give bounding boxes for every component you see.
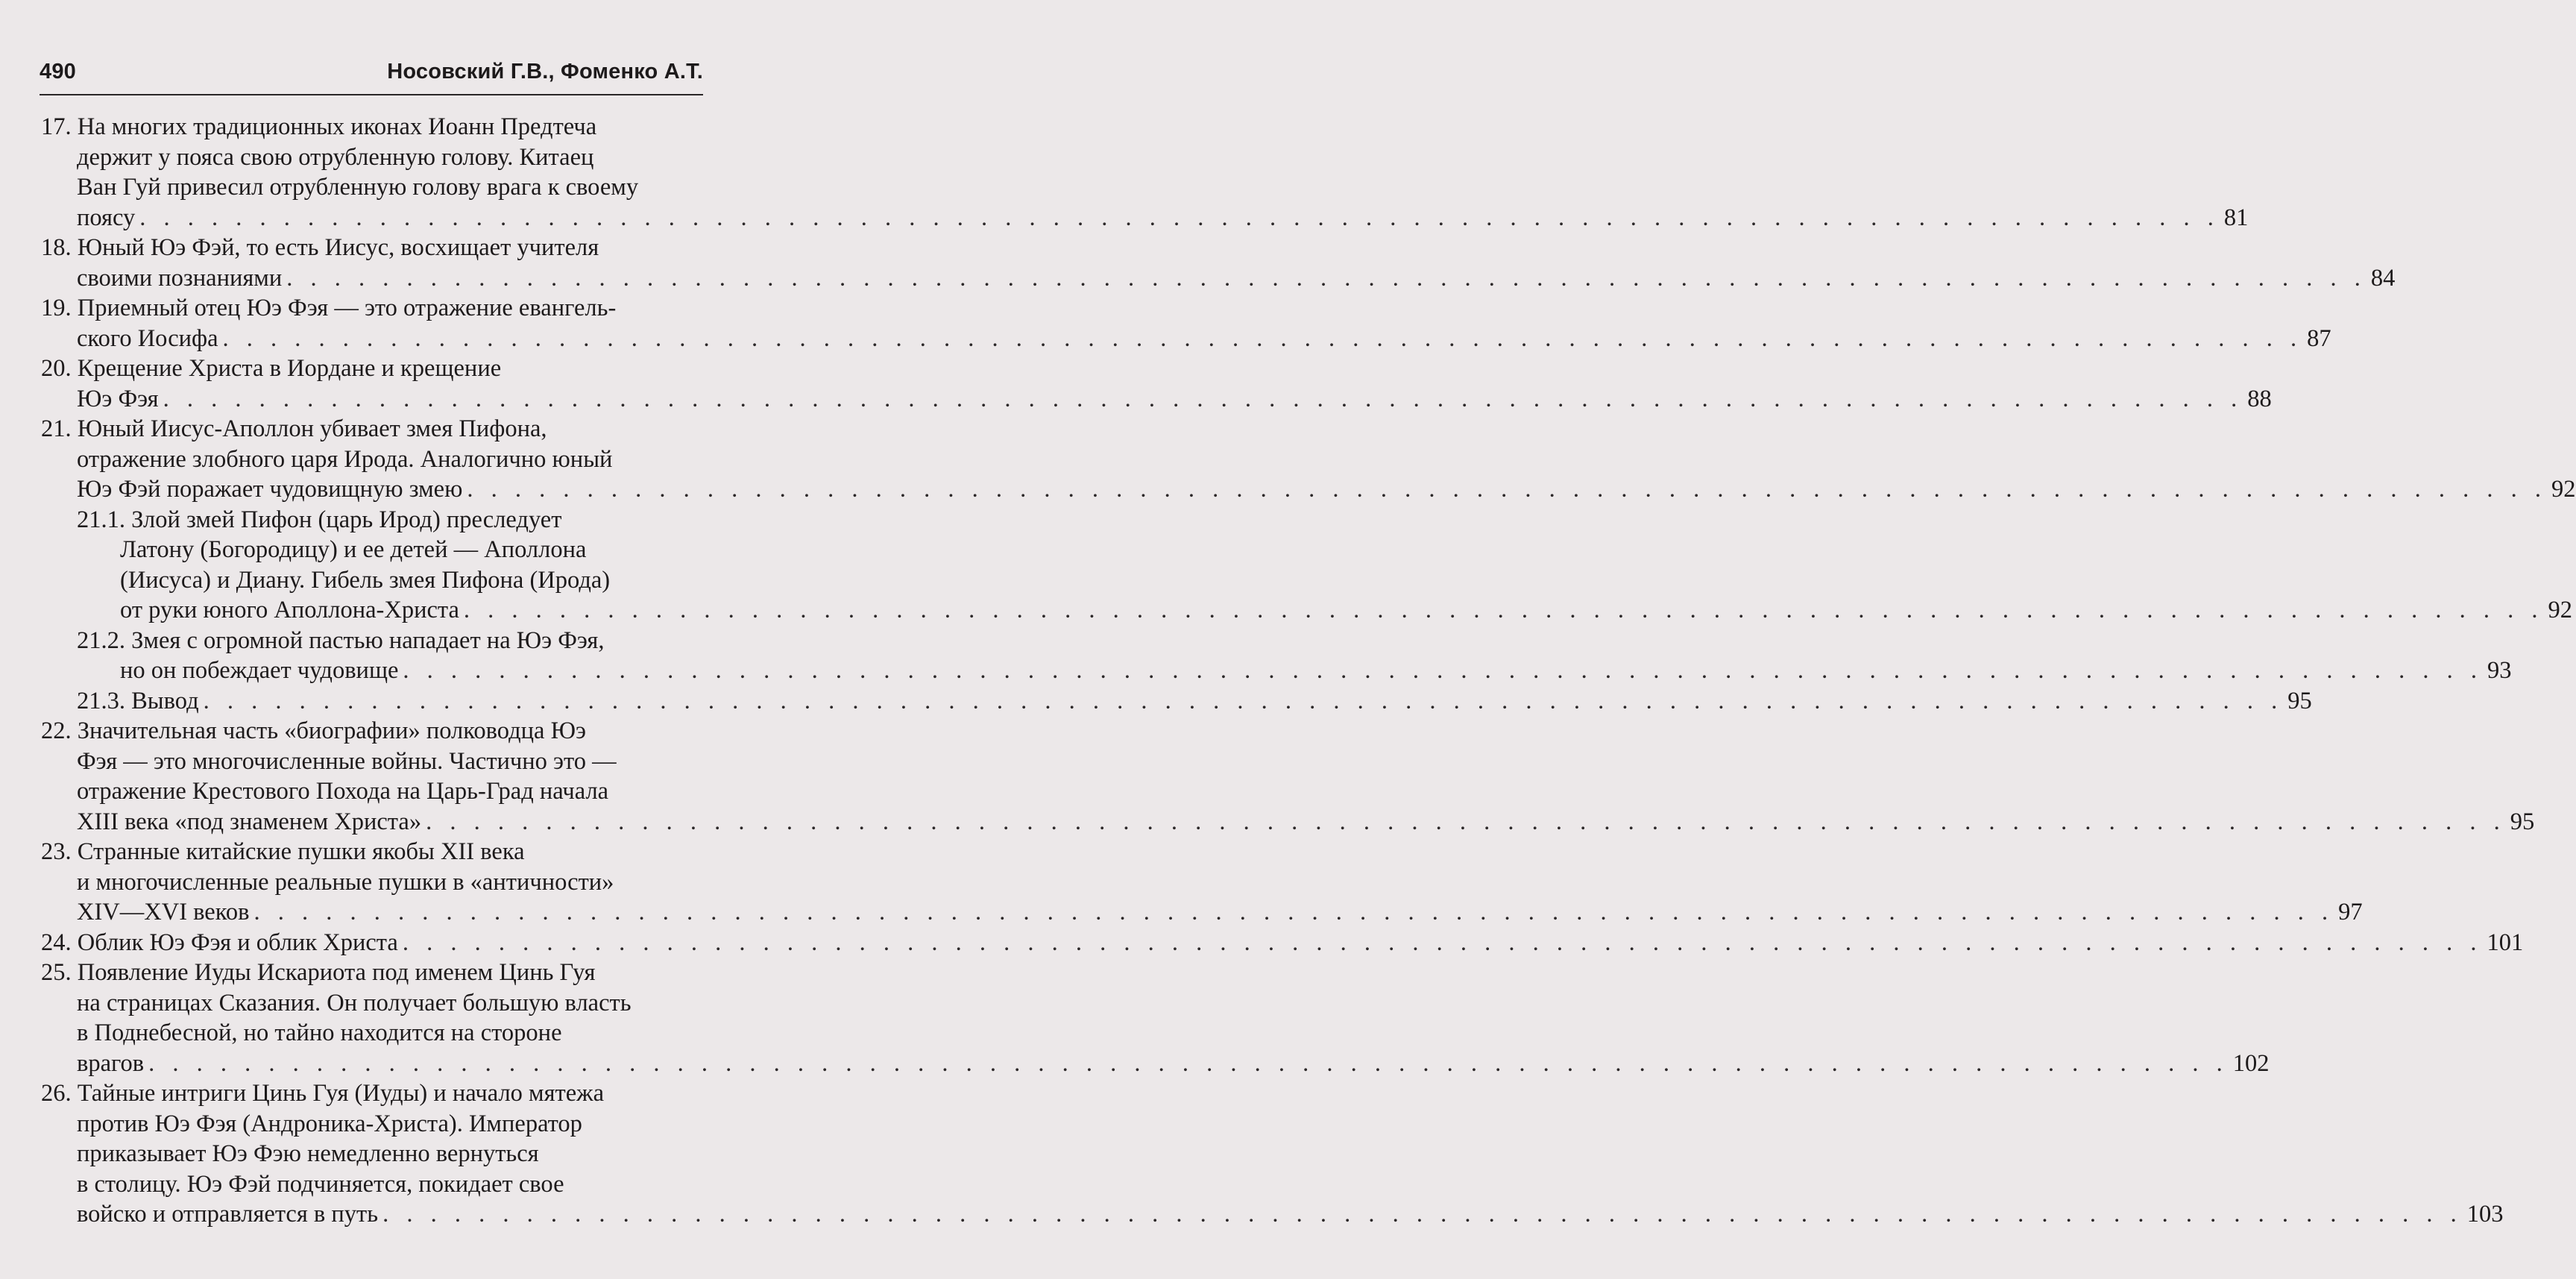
toc-entry-text: поясу xyxy=(77,204,136,231)
dot-leader xyxy=(204,688,2284,714)
toc-page-number: 97 xyxy=(2338,899,2363,926)
toc-page-number: 93 xyxy=(2487,657,2512,684)
toc-entry-line: 18. Юный Юэ Фэй, то есть Иисус, восхищает учителя xyxy=(41,234,599,261)
toc-entry-last-line xyxy=(77,1049,2270,1079)
toc-entry-line: Фэя — это многочисленные войны. Частично это — xyxy=(77,747,617,775)
toc-page-number: 102 xyxy=(2232,1049,2270,1077)
toc-page-number: 92 xyxy=(2548,597,2573,623)
dot-leader xyxy=(464,597,2544,623)
toc-entry xyxy=(41,112,2249,233)
dot-leader xyxy=(139,204,2220,231)
page-number: 490 xyxy=(40,60,76,84)
toc-entry-line: 23. Странные китайские пушки якобы XII века xyxy=(41,838,525,865)
dot-leader xyxy=(148,1050,2229,1077)
toc-entry xyxy=(41,414,2576,505)
toc-entry-line: 19. Приемный отец Юэ Фэя — это отражение евангель- xyxy=(41,295,617,321)
toc-entry-line: отражение злобного царя Ирода. Аналогично юный xyxy=(77,445,613,473)
dot-leader xyxy=(467,476,2547,503)
dot-leader xyxy=(253,899,2334,926)
toc-entry-last-line xyxy=(120,656,2512,686)
toc-entry xyxy=(41,1078,2504,1230)
toc-entry-line: 21. Юный Иисус-Аполлон убивает змея Пифона, xyxy=(41,415,547,442)
toc-entry xyxy=(41,626,2512,686)
toc-page-number: 92 xyxy=(2551,476,2576,503)
dot-leader xyxy=(403,657,2483,684)
toc-entry-line: Латону (Богородицу) и ее детей — Аполлона xyxy=(120,536,587,563)
toc-entry-line: и многочисленные реальные пушки в «античности» xyxy=(77,868,614,896)
toc-entry xyxy=(41,233,2396,293)
toc-page-number: 88 xyxy=(2247,385,2272,412)
toc-entry xyxy=(41,837,2363,928)
toc-entry-last-line xyxy=(77,324,2331,354)
toc-entry-text: Юэ Фэй поражает чудовищную змею xyxy=(77,476,463,503)
toc-entry xyxy=(41,686,2312,717)
toc-entry-line: (Иисуса) и Диану. Гибель змея Пифона (Ирода) xyxy=(120,566,611,594)
toc-entry-line: в Поднебесной, но тайно находится на стороне xyxy=(77,1019,562,1046)
toc-entry-line: против Юэ Фэя (Андроника-Христа). Император xyxy=(77,1110,582,1137)
dot-leader xyxy=(223,325,2303,352)
toc-entry xyxy=(41,505,2573,626)
toc-page-number: 95 xyxy=(2287,687,2312,714)
toc-entry-text: ского Иосифа xyxy=(77,324,218,352)
toc-entry-line: на страницах Сказания. Он получает большую власть xyxy=(77,989,632,1016)
toc-entry-line: 20. Крещение Христа в Иордане и крещение xyxy=(41,355,502,382)
toc-entry-last-line xyxy=(77,807,2535,838)
toc-entry-last-line xyxy=(77,384,2272,415)
running-header xyxy=(40,60,703,84)
dot-leader xyxy=(403,929,2483,956)
toc-entry-text: но он побеждает чудовище xyxy=(120,657,399,684)
toc-entry-line: приказывает Юэ Фэю немедленно вернуться xyxy=(77,1140,539,1167)
toc-entry-line: 22. Значительная часть «биографии» полководца Юэ xyxy=(41,717,586,744)
toc-page-number: 101 xyxy=(2487,928,2524,956)
toc-entry-text: 21.3. Вывод xyxy=(77,687,199,714)
toc-page-number: 84 xyxy=(2370,264,2396,292)
header-rule xyxy=(40,94,703,95)
toc-entry-text: Юэ Фэя xyxy=(77,385,159,412)
toc-entry-line: 26. Тайные интриги Цинь Гуя (Иуды) и начало мятежа xyxy=(41,1080,605,1107)
toc-entry-text: врагов xyxy=(77,1049,145,1077)
toc-entry-last-line xyxy=(77,474,2576,505)
authors: Носовский Г.В., Фоменко А.Т. xyxy=(387,60,703,84)
toc-entry-line: держит у пояса свою отрубленную голову. Китаец xyxy=(77,143,594,171)
toc-entry xyxy=(41,716,2535,837)
toc-entry-text: XIV—XVI веков xyxy=(77,899,250,926)
toc-entry xyxy=(41,293,2331,353)
toc-entry-last-line xyxy=(77,1199,2504,1230)
dot-leader xyxy=(382,1201,2463,1228)
toc-entry-last-line xyxy=(77,897,2363,928)
toc-entry-line: 21.1. Злой змей Пифон (царь Ирод) преследует xyxy=(77,506,562,533)
toc-page-number: 103 xyxy=(2466,1201,2504,1228)
toc-entry-line: отражение Крестового Похода на Царь-Град начала xyxy=(77,778,609,805)
toc-page-number: 95 xyxy=(2510,808,2535,835)
dot-leader xyxy=(163,386,2243,412)
toc-entry xyxy=(41,928,2524,958)
toc-entry xyxy=(41,353,2272,414)
toc-entry-text: 24. Облик Юэ Фэя и облик Христа xyxy=(41,928,398,956)
toc-entry-last-line xyxy=(77,263,2396,294)
toc-entry-text: XIII века «под знаменем Христа» xyxy=(77,808,422,835)
dot-leader xyxy=(426,808,2506,835)
toc-entry-last-line xyxy=(77,203,2249,233)
toc-entry-text: от руки юного Аполлона-Христа xyxy=(120,597,459,623)
toc-entry-text: своими познаниями xyxy=(77,264,283,292)
toc-entry-last-line xyxy=(77,686,2312,717)
toc-entry-line: в столицу. Юэ Фэй подчиняется, покидает свое xyxy=(77,1170,564,1198)
table-of-contents xyxy=(41,112,2576,1230)
toc-page-number: 81 xyxy=(2223,204,2249,231)
toc-entry-line: 17. На многих традиционных иконах Иоанн Предтеча xyxy=(41,113,597,140)
dot-leader xyxy=(286,265,2366,292)
toc-entry-last-line xyxy=(120,595,2573,626)
toc-entry-line: Ван Гуй привесил отрубленную голову врага к своему xyxy=(77,174,639,201)
toc-entry-last-line xyxy=(41,928,2524,958)
toc-entry-line: 25. Появление Иуды Искариота под именем Цинь Гуя xyxy=(41,959,596,986)
toc-entry xyxy=(41,958,2270,1078)
toc-entry-line: 21.2. Змея с огромной пастью нападает на Юэ Фэя, xyxy=(77,626,605,654)
toc-entry-text: войско и отправляется в путь xyxy=(77,1201,379,1228)
toc-page-number: 87 xyxy=(2307,324,2331,352)
